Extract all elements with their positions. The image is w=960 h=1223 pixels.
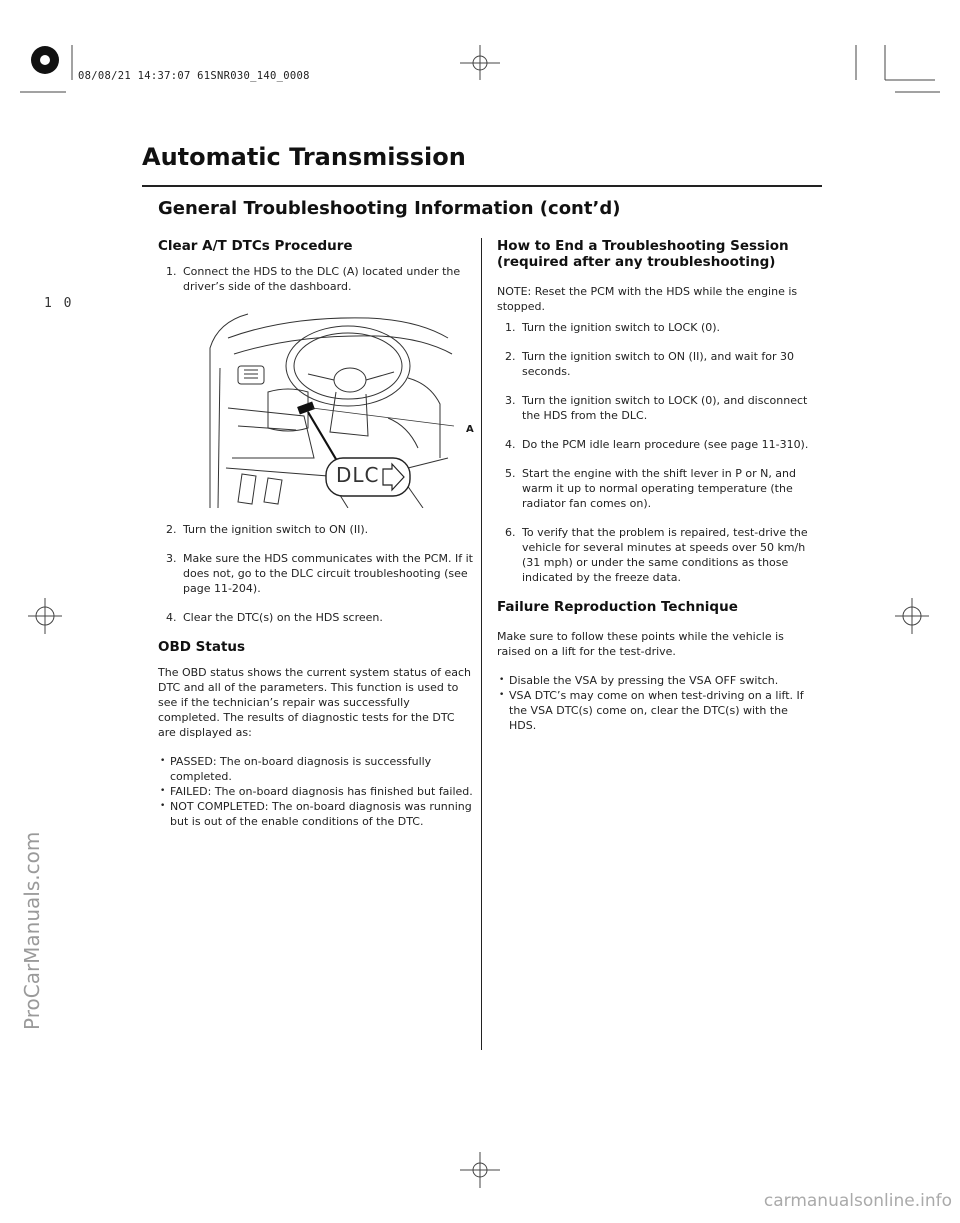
clear-steps-part2 <box>158 522 473 625</box>
list-item: 2. Turn the ignition switch to ON (II), and wait for 30 seconds. <box>505 350 795 378</box>
page-title: Automatic Transmission <box>142 143 466 171</box>
side-watermark-text: ProCarManuals.com <box>20 831 44 1030</box>
failure-paragraph: Make sure to follow these points while the vehicle is raised on a lift for the test-drive. <box>497 630 784 658</box>
title-rule <box>142 185 822 187</box>
dlc-label: DLC <box>336 463 380 487</box>
left-column <box>158 238 473 829</box>
list-item: 4. Do the PCM idle learn procedure (see page 11-310). <box>505 438 809 451</box>
clear-steps-part1 <box>158 264 473 294</box>
figure-callout-a: A <box>466 424 474 435</box>
end-steps <box>497 320 812 585</box>
list-item: 5. Start the engine with the shift lever in P or N, and warm it up to normal operating temperature (the radiator fan comes on). <box>505 467 797 510</box>
list-item: • FAILED: The on-board diagnosis has finished but failed. <box>158 784 473 799</box>
failure-bullets <box>497 673 812 733</box>
list-item: • NOT COMPLETED: The on-board diagnosis was running but is out of the enable conditions of the DTC. <box>158 799 473 829</box>
dlc-location-figure <box>208 308 474 508</box>
end-session-heading-line2: (required after any troubleshooting) <box>497 254 776 270</box>
list-item: 3. Turn the ignition switch to LOCK (0), and disconnect the HDS from the DLC. <box>505 394 808 422</box>
list-item: • VSA DTC’s may come on when test-driving on a lift. If the VSA DTC(s) come on, clear the DTC(s) with the HDS. <box>497 688 812 733</box>
list-item: 1. Connect the HDS to the DLC (A) located under the driver’s side of the dashboard. <box>166 265 461 293</box>
failure-reproduction-heading: Failure Reproduction Technique <box>497 599 738 615</box>
column-divider <box>481 238 482 1050</box>
list-item: • PASSED: The on-board diagnosis is successfully completed. <box>158 754 473 784</box>
list-item: 2. Turn the ignition switch to ON (II). <box>166 523 369 536</box>
page-subtitle: General Troubleshooting Information (cont’d) <box>158 198 621 219</box>
print-stamp: 08/08/21 14:37:07 61SNR030_140_0008 <box>78 70 310 82</box>
list-item: 6. To verify that the problem is repaired, test-drive the vehicle for several minutes at speeds over 50 km/h (31 mph) or under the same conditions as those indicated by the freeze data. <box>505 526 808 584</box>
list-item: 1. Turn the ignition switch to LOCK (0). <box>505 321 721 334</box>
clear-dtcs-heading: Clear A/T DTCs Procedure <box>158 238 353 254</box>
obd-status-heading: OBD Status <box>158 639 246 655</box>
section-number: 1 0 <box>44 296 74 311</box>
dashboard-illustration <box>208 308 454 508</box>
end-session-heading-line1: How to End a Troubleshooting Session <box>497 238 789 254</box>
list-item: 3. Make sure the HDS communicates with the PCM. If it does not, go to the DLC circuit troubleshooting (see page 11-204). <box>166 552 473 595</box>
obd-bullets <box>158 754 473 829</box>
reset-note: NOTE: Reset the PCM with the HDS while the engine is stopped. <box>497 285 798 313</box>
list-item: • Disable the VSA by pressing the VSA OFF switch. <box>497 673 812 688</box>
footer-watermark: carmanualsonline.info <box>763 1191 952 1211</box>
obd-paragraph: The OBD status shows the current system status of each DTC and all of the parameters. This function is used to see if the technician’s repair was successfully completed. The results of diagnostic tests for the DTC are displayed as: <box>158 666 471 739</box>
right-column <box>497 238 812 733</box>
list-item: 4. Clear the DTC(s) on the HDS screen. <box>166 611 383 624</box>
end-session-heading <box>497 238 812 270</box>
